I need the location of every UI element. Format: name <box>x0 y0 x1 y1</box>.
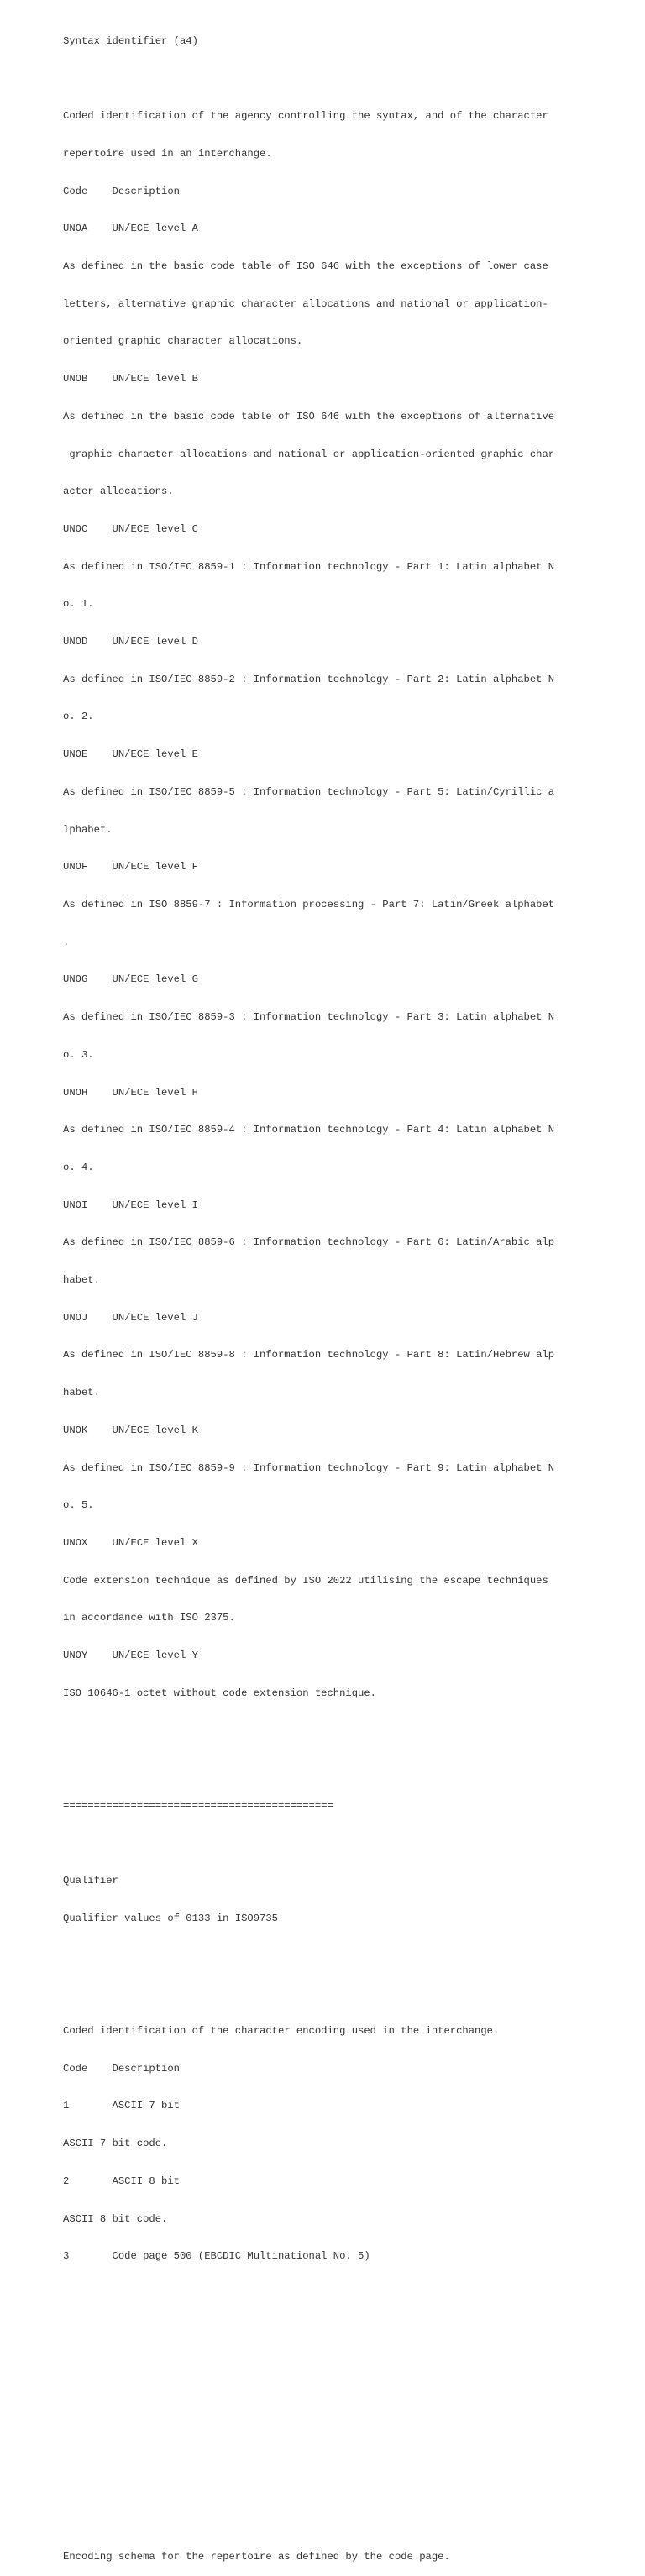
text-line: Encoding schema for the repertoire as defined by the code page. <box>63 2550 450 2563</box>
text-line: UNOD UN/ECE level D <box>63 636 198 648</box>
text-line: UNOF UN/ECE level F <box>63 861 198 874</box>
text-line <box>63 2400 642 2413</box>
text-line: graphic character allocations and national or application-oriented graphic char <box>63 448 555 460</box>
text-line: 1 ASCII 7 bit <box>63 2100 180 2112</box>
text-line: Qualifier <box>63 1875 118 1887</box>
text-line: As defined in ISO/IEC 8859-3 : Information technology - Part 3: Latin alphabet N <box>63 1011 555 1024</box>
text-line: o. 2. <box>63 711 94 723</box>
text-line: Coded identification of the agency controlling the syntax, and of the character <box>63 110 548 123</box>
text-line <box>63 2438 642 2451</box>
text-line: Syntax identifier (a4) <box>63 34 198 47</box>
text-line <box>63 1724 642 1737</box>
text-line: UNOA UN/ECE level A <box>63 223 198 235</box>
separator-line: ============================================ <box>63 1799 333 1812</box>
text-line: As defined in ISO/IEC 8859-6 : Information technology - Part 6: Latin/Arabic alp <box>63 1236 555 1249</box>
text-line: habet. <box>63 1274 100 1287</box>
text-line <box>63 2476 642 2489</box>
text-line: UNOX UN/ECE level X <box>63 1536 198 1549</box>
text-line: Code Description <box>63 2062 180 2075</box>
text-line: UNOY UN/ECE level Y <box>63 1650 198 1662</box>
text-line: As defined in the basic code table of ISO 646 with the exceptions of lower case <box>63 260 548 273</box>
text-line: UNOE UN/ECE level E <box>63 748 198 761</box>
text-line <box>63 73 642 86</box>
text-line: letters, alternative graphic character allocations and national or application- <box>63 297 548 310</box>
text-line: UNOC UN/ECE level C <box>63 522 198 535</box>
text-line: As defined in ISO/IEC 8859-1 : Information technology - Part 1: Latin alphabet N <box>63 560 555 573</box>
text-line: Qualifier values of 0133 in ISO9735 <box>63 1912 278 1924</box>
text-line: Code extension technique as defined by ISO 2022 utilising the escape techniques <box>63 1574 548 1587</box>
text-line: As defined in ISO 8859-7 : Information processing - Part 7: Latin/Greek alphabet <box>63 898 555 910</box>
text-line: As defined in ISO/IEC 8859-2 : Information technology - Part 2: Latin alphabet N <box>63 673 555 685</box>
text-line: o. 4. <box>63 1161 94 1173</box>
text-line: As defined in the basic code table of ISO 646 with the exceptions of alternative <box>63 410 555 422</box>
text-line: Code Description <box>63 185 180 197</box>
text-line: UNOI UN/ECE level I <box>63 1199 198 1211</box>
text-line <box>63 2513 642 2526</box>
text-line <box>63 2363 642 2375</box>
text-line: in accordance with ISO 2375. <box>63 1612 235 1624</box>
text-line: As defined in ISO/IEC 8859-4 : Information technology - Part 4: Latin alphabet N <box>63 1124 555 1136</box>
text-line: UNOH UN/ECE level H <box>63 1086 198 1099</box>
text-line: As defined in ISO/IEC 8859-5 : Information technology - Part 5: Latin/Cyrillic a <box>63 785 555 798</box>
text-line: Coded identification of the character encoding used in the interchange. <box>63 2025 500 2038</box>
text-line: oriented graphic character allocations. <box>63 335 303 348</box>
text-line: acter allocations. <box>63 485 174 498</box>
text-line: UNOJ UN/ECE level J <box>63 1311 198 1324</box>
text-line: repertoire used in an interchange. <box>63 147 272 160</box>
text-line: 3 Code page 500 (EBCDIC Multinational No. 5) <box>63 2250 370 2263</box>
text-line: UNOG UN/ECE level G <box>63 973 198 986</box>
text-line: ASCII 8 bit code. <box>63 2212 168 2225</box>
text-line <box>63 2326 642 2338</box>
text-line <box>63 1987 642 2000</box>
text-line: lphabet. <box>63 823 113 836</box>
text-line: o. 3. <box>63 1048 94 1061</box>
text-line <box>63 1838 642 1850</box>
text-line: o. 1. <box>63 598 94 611</box>
text-line <box>63 2288 642 2301</box>
text-line: As defined in ISO/IEC 8859-8 : Information technology - Part 8: Latin/Hebrew alp <box>63 1349 555 1361</box>
text-line: o. 5. <box>63 1499 94 1512</box>
text-line: . <box>63 936 70 948</box>
text-line: habet. <box>63 1387 100 1399</box>
text-line: ISO 10646-1 octet without code extension technique. <box>63 1687 376 1699</box>
text-line: UNOB UN/ECE level B <box>63 373 198 386</box>
text-line: ASCII 7 bit code. <box>63 2138 168 2150</box>
text-line: As defined in ISO/IEC 8859-9 : Information technology - Part 9: Latin alphabet N <box>63 1461 555 1474</box>
text-line <box>63 1762 642 1775</box>
text-line: 2 ASCII 8 bit <box>63 2175 180 2187</box>
text-line: UNOK UN/ECE level K <box>63 1424 198 1436</box>
document-body <box>63 10 642 2576</box>
text-line <box>63 1950 642 1963</box>
